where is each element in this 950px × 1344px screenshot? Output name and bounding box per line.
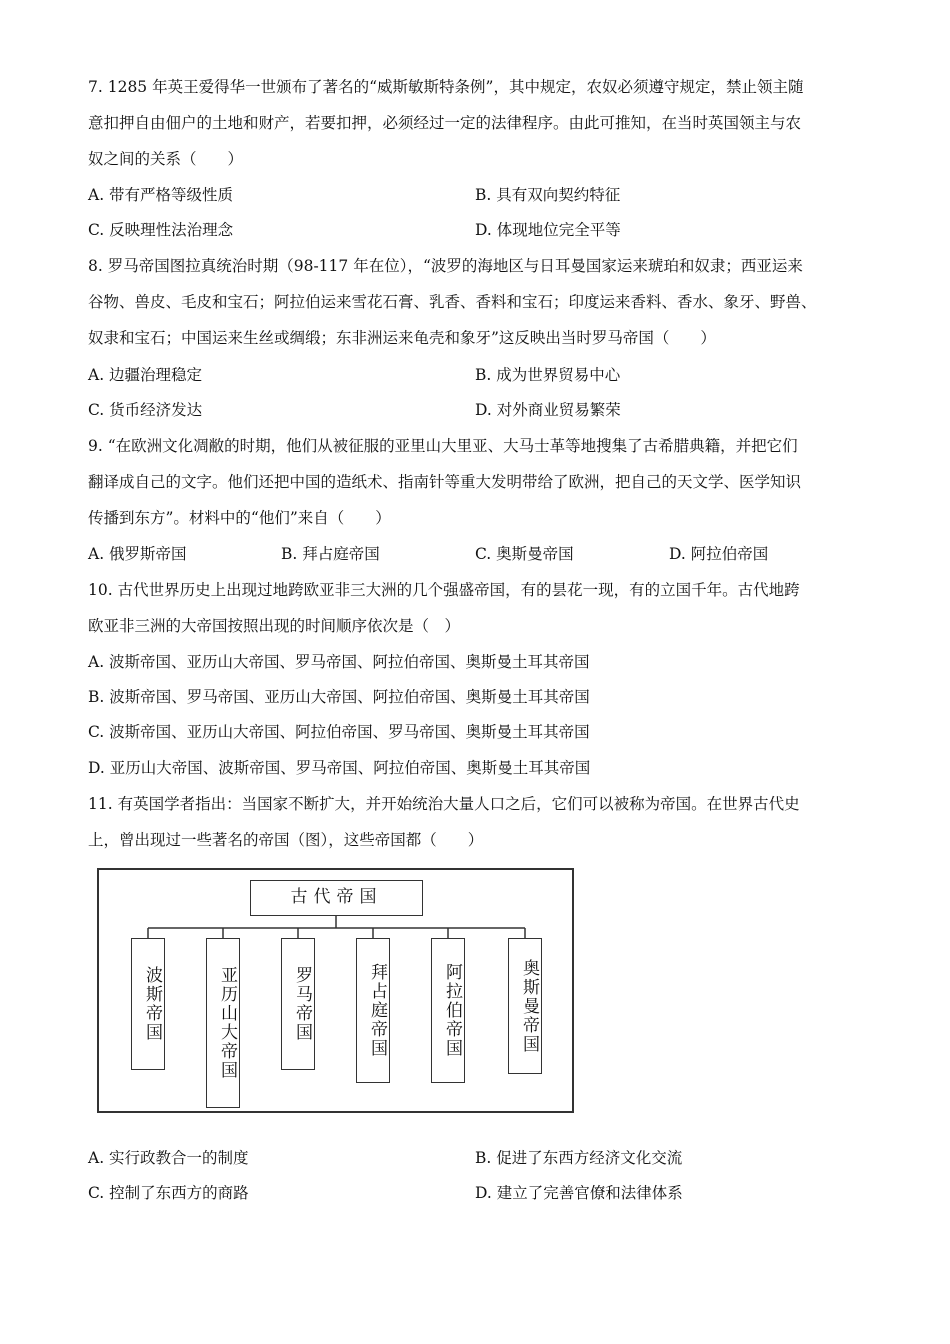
q7-stem-line-1: 7. 1285 年英王爱得华一世颁布了著名的“威斯敏斯特条例”，其中规定，农奴必须遵守规定，禁止领主随 bbox=[88, 78, 804, 96]
q9-option-d: D. 阿拉伯帝国 bbox=[669, 545, 769, 563]
q8-option-b: B. 成为世界贸易中心 bbox=[475, 366, 621, 384]
empire-box-ottoman: 奥斯曼帝国 bbox=[508, 938, 542, 1074]
q11-option-b: B. 促进了东西方经济文化交流 bbox=[475, 1149, 683, 1167]
q10-stem-line-1: 10. 古代世界历史上出现过地跨欧亚非三大洲的几个强盛帝国，有的昙花一现，有的立国千年。古代地跨 bbox=[88, 581, 800, 599]
q9-option-c: C. 奥斯曼帝国 bbox=[475, 545, 574, 563]
q8-option-c: C. 货币经济发达 bbox=[88, 401, 203, 419]
q8-stem-line-3: 奴隶和宝石；中国运来生丝或绸缎；东非洲运来龟壳和象牙”这反映出当时罗马帝国（ ） bbox=[88, 329, 716, 347]
q7-option-b: B. 具有双向契约特征 bbox=[475, 186, 621, 204]
q8-stem-line-2: 谷物、兽皮、毛皮和宝石；阿拉伯运来雪花石膏、乳香、香料和宝石；印度运来香料、香水、象牙、野兽、 bbox=[88, 293, 817, 311]
ancient-empires-diagram bbox=[97, 868, 574, 1113]
q11-stem-line-2: 上，曾出现过一些著名的帝国（图），这些帝国都（ ） bbox=[88, 831, 484, 849]
q10-option-a: A. 波斯帝国、亚历山大帝国、罗马帝国、阿拉伯帝国、奥斯曼土耳其帝国 bbox=[88, 653, 590, 671]
q9-stem-line-1: 9. “在欧洲文化凋敝的时期，他们从被征服的亚里山大里亚、大马士革等地搜集了古希腊典籍，并把它们 bbox=[88, 437, 798, 455]
empire-box-persian: 波斯帝国 bbox=[131, 938, 165, 1070]
empire-box-byzantine: 拜占庭帝国 bbox=[356, 938, 390, 1083]
q9-stem-line-3: 传播到东方”。材料中的“他们”来自（ ） bbox=[88, 509, 391, 527]
q11-option-a: A. 实行政教合一的制度 bbox=[88, 1149, 249, 1167]
q10-option-b: B. 波斯帝国、罗马帝国、亚历山大帝国、阿拉伯帝国、奥斯曼土耳其帝国 bbox=[88, 688, 590, 706]
q11-stem-line-1: 11. 有英国学者指出：当国家不断扩大，并开始统治大量人口之后，它们可以被称为帝国。在世界古代史 bbox=[88, 795, 800, 813]
q7-stem-line-3: 奴之间的关系（ ） bbox=[88, 150, 244, 168]
q7-stem-line-2: 意扣押自由佃户的土地和财产，若要扣押，必须经过一定的法律程序。由此可推知，在当时英国领主与农 bbox=[88, 114, 802, 132]
empire-box-roman: 罗马帝国 bbox=[281, 938, 315, 1070]
q9-stem-line-2: 翻译成自己的文字。他们还把中国的造纸术、指南针等重大发明带给了欧洲，把自己的天文学、医学知识 bbox=[88, 473, 802, 491]
q10-option-d: D. 亚历山大帝国、波斯帝国、罗马帝国、阿拉伯帝国、奥斯曼土耳其帝国 bbox=[88, 759, 591, 777]
q9-option-a: A. 俄罗斯帝国 bbox=[88, 545, 187, 563]
q10-stem-line-2: 欧亚非三洲的大帝国按照出现的时间顺序依次是（ ） bbox=[88, 617, 461, 635]
q10-option-c: C. 波斯帝国、亚历山大帝国、阿拉伯帝国、罗马帝国、奥斯曼土耳其帝国 bbox=[88, 723, 590, 741]
q7-option-a: A. 带有严格等级性质 bbox=[88, 186, 234, 204]
q9-option-b: B. 拜占庭帝国 bbox=[281, 545, 380, 563]
empire-box-arab: 阿拉伯帝国 bbox=[431, 938, 465, 1083]
q11-option-c: C. 控制了东西方的商路 bbox=[88, 1184, 249, 1202]
diagram-title: 古代帝国 bbox=[250, 880, 423, 916]
q8-stem-line-1: 8. 罗马帝国图拉真统治时期（98-117 年在位），“波罗的海地区与日耳曼国家运来琥珀和奴隶；西亚运来 bbox=[88, 257, 803, 275]
empire-box-alexander: 亚历山大帝国 bbox=[206, 938, 240, 1108]
q7-option-c: C. 反映理性法治理念 bbox=[88, 221, 234, 239]
q7-option-d: D. 体现地位完全平等 bbox=[475, 221, 621, 239]
q11-option-d: D. 建立了完善官僚和法律体系 bbox=[475, 1184, 683, 1202]
q8-option-a: A. 边疆治理稳定 bbox=[88, 366, 203, 384]
q8-option-d: D. 对外商业贸易繁荣 bbox=[475, 401, 621, 419]
